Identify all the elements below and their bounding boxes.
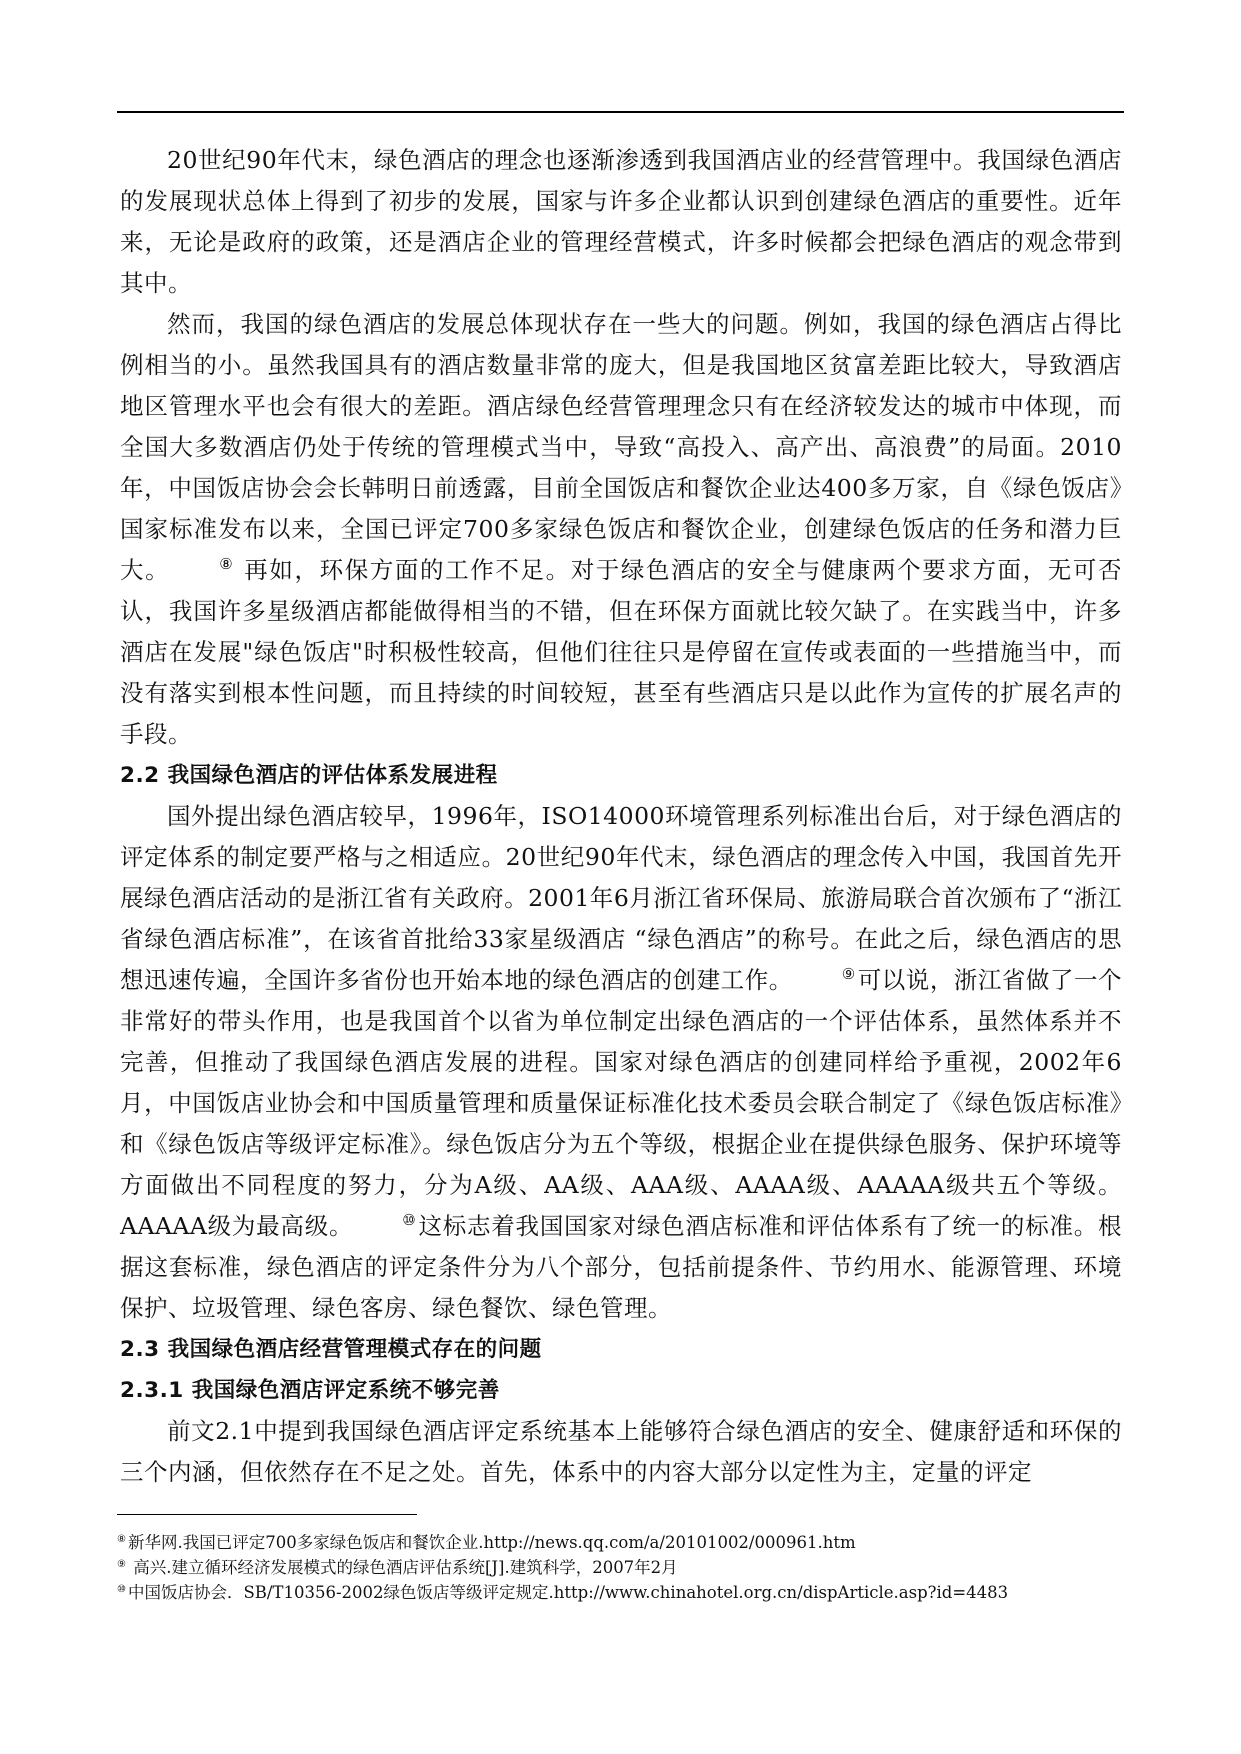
footnote-9-mark: ⑨ — [117, 1558, 126, 1570]
footnote-ref-9[interactable]: ⑨ — [841, 965, 856, 984]
footnote-9-text: 高兴.建立循环经济发展模式的绿色酒店评估系统[J].建筑科学，2007年2月 — [127, 1558, 678, 1577]
section-heading-2-2: 2.2 我国绿色酒店的评估体系发展进程 — [120, 763, 498, 788]
paragraph-2-text-a: 然而，我国的绿色酒店的发展总体现状存在一些大的问题。例如，我国的绿色酒店占得比例相当的小。虽然我国具有的酒店数量非常的庞大，但是我国地区贫富差距比较大，导致酒店地区管理水平也会有很大的差距。酒店绿色经营管理理念只有在经济较发达的城市中体现，而全国大多数酒店仍处于传统的管理模式当中，导致“高投入、高产出、高浪费”的局面。2010年，中国饭店协会会长韩明日前透露，目前全国饭店和餐饮企业达400多万家，自《绿色饭店》国家标准发布以来，全国已评定700多家绿色饭店和餐饮企业，创建绿色饭店的任务和潜力巨大。 — [120, 310, 1122, 584]
section-heading-2-3: 2.3 我国绿色酒店经营管理模式存在的问题 — [120, 1337, 542, 1362]
page-body — [120, 140, 1122, 1493]
footnote-8 — [117, 1530, 1117, 1555]
paragraph-1-text: 20世纪90年代末，绿色酒店的理念也逐渐渗透到我国酒店业的经营管理中。我国绿色酒店的发展现状总体上得到了初步的发展，国家与许多企业都认识到创建绿色酒店的重要性。近年来，无论是政府的政策，还是酒店企业的管理经营模式，许多时候都会把绿色酒店的观念带到其中。 — [120, 146, 1122, 297]
footnote-ref-8[interactable]: ⑧ — [219, 555, 234, 574]
paragraph-3-text-a: 国外提出绿色酒店较早，1996年，ISO14000环境管理系列标准出台后，对于绿色酒店的评定体系的制定要严格与之相适应。20世纪90年代末，绿色酒店的理念传入中国，我国首先开展绿色酒店活动的是浙江省有关政府。2001年6月浙江省环保局、旅游局联合首次颁布了“浙江省绿色酒店标准”，在该省首批给33家星级酒店 “绿色酒店”的称号。在此之后，绿色酒店的思想迅速传遍，全国许多省份也开始本地的绿色酒店的创建工作。 — [120, 802, 1122, 994]
footnote-10 — [117, 1580, 1117, 1605]
paragraph-3-text-c: 这标志着我国国家对绿色酒店标准和评估体系有了统一的标准。根据这套标准，绿色酒店的评定条件分为八个部分，包括前提条件、节约用水、能源管理、环境保护、垃圾管理、绿色客房、绿色餐饮、绿色管理。 — [120, 1212, 1123, 1322]
footnote-9 — [117, 1555, 1117, 1580]
paragraph-1 — [120, 140, 1122, 304]
footnote-10-mark: ⑩ — [117, 1583, 126, 1595]
footnote-ref-10[interactable]: ⑩ — [402, 1211, 417, 1230]
section-heading-2-3-1: 2.3.1 我国绿色酒店评定系统不够完善 — [120, 1378, 500, 1403]
paragraph-4-text: 前文2.1中提到我国绿色酒店评定系统基本上能够符合绿色酒店的安全、健康舒适和环保的三个内涵，但依然存在不足之处。首先，体系中的内容大部分以定性为主，定量的评定 — [120, 1417, 1122, 1486]
paragraph-2-text-b: 再如，环保方面的工作不足。对于绿色酒店的安全与健康两个要求方面，无可否认，我国许多星级酒店都能做得相当的不错，但在环保方面就比较欠缺了。在实践当中，许多酒店在发展"绿色饭店"时积极性较高，但他们往往只是停留在宣传或表面的一些措施当中，而没有落实到根本性问题，而且持续的时间较短，甚至有些酒店只是以此作为宣传的扩展名声的手段。 — [120, 556, 1122, 748]
header-rule — [117, 111, 1124, 113]
footnote-8-mark: ⑧ — [117, 1533, 126, 1545]
paragraph-2 — [120, 304, 1122, 755]
paragraph-3-text-b: 可以说，浙江省做了一个非常好的带头作用，也是我国首个以省为单位制定出绿色酒店的一个评估体系，虽然体系并不完善，但推动了我国绿色酒店发展的进程。国家对绿色酒店的创建同样给予重视，2002年6月，中国饭店业协会和中国质量管理和质量保证标准化技术委员会联合制定了《绿色饭店标准》和《绿色饭店等级评定标准》。绿色饭店分为五个等级，根据企业在提供绿色服务、保护环境等方面做出不同程度的努力，分为A级、AA级、AAA级、AAAA级、AAAAA级共五个等级。AAAAA级为最高级。 — [120, 966, 1123, 1240]
paragraph-4 — [120, 1411, 1122, 1493]
paragraph-3 — [120, 796, 1122, 1329]
footnotes — [117, 1530, 1117, 1605]
footnote-rule — [117, 1514, 417, 1515]
footnote-10-text: 中国饭店协会．SB/T10356-2002绿色饭店等级评定规定.http://www.chinahotel.org.cn/dispArticle.asp?id=4483 — [127, 1583, 1009, 1602]
footnote-8-text: 新华网.我国已评定700多家绿色饭店和餐饮企业.http://news.qq.com/a/20101002/000961.htm — [127, 1533, 856, 1552]
